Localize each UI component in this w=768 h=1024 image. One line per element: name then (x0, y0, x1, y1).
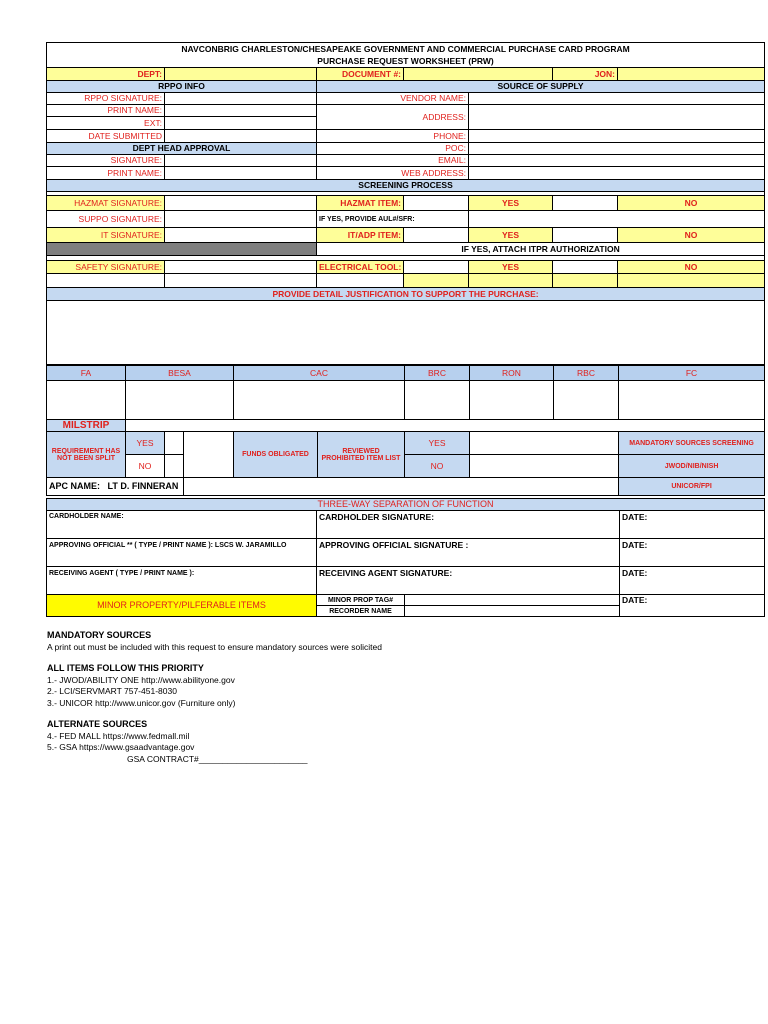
it-adp-item-field[interactable] (404, 228, 469, 243)
rppo-signature-label: RPPO SIGNATURE: (47, 93, 165, 105)
code-fc: FC (619, 366, 765, 381)
web-address-field[interactable] (469, 167, 765, 180)
electrical-tool-label: ELECTRICAL TOOL: (317, 261, 404, 274)
electrical-no-option[interactable]: NO (618, 261, 765, 274)
code-besa: BESA (126, 366, 234, 381)
footer-notes (47, 630, 382, 765)
priority-item-2: 2.- LCI/SERVMART 757-451-8030 (47, 686, 177, 696)
reviewed-yes-field[interactable] (470, 432, 619, 455)
poc-label: POC: (317, 143, 469, 155)
reviewed-no-option[interactable]: NO (405, 455, 470, 478)
electrical-yes-option[interactable]: YES (469, 261, 553, 274)
safety-signature-label: SAFETY SIGNATURE: (47, 261, 165, 274)
reviewed-no-field[interactable] (470, 455, 619, 478)
apc-name-label: APC NAME: (49, 481, 100, 491)
split-no-box[interactable] (165, 455, 184, 478)
rppo-signature-field[interactable] (165, 93, 317, 105)
split-no-option[interactable]: NO (126, 455, 165, 478)
besa-field[interactable] (126, 381, 234, 420)
it-signature-label: IT SIGNATURE: (47, 228, 165, 243)
minor-property-label: MINOR PROPERTY/PILFERABLE ITEMS (47, 595, 317, 617)
suppo-signature-field[interactable] (165, 211, 317, 228)
justification-field[interactable] (47, 301, 765, 365)
minor-property-date-label[interactable]: DATE: (620, 595, 765, 617)
mandatory-sources-screening: MANDATORY SOURCES SCREENING (619, 432, 765, 455)
dept-head-print-name-field[interactable] (165, 167, 317, 180)
brc-field[interactable] (405, 381, 470, 420)
code-cac: CAC (234, 366, 405, 381)
reviewed-prohibited-list: REVIEWED PROHIBITED ITEM LIST (318, 432, 405, 478)
web-address-label: WEB ADDRESS: (317, 167, 469, 180)
address-label: ADDRESS: (317, 105, 469, 130)
it-adp-item-label: IT/ADP ITEM: (317, 228, 404, 243)
approving-signature-label[interactable]: APPROVING OFFICIAL SIGNATURE : (317, 539, 620, 567)
form-subtitle: PURCHASE REQUEST WORKSHEET (PRW) (47, 55, 765, 68)
milstrip-label: MILSTRIP (47, 420, 126, 432)
electrical-tool-field[interactable] (404, 261, 469, 274)
poc-field[interactable] (469, 143, 765, 155)
code-fa: FA (47, 366, 126, 381)
jon-label: JON: (553, 68, 618, 81)
hazmat-no-option[interactable]: NO (618, 196, 765, 211)
split-field[interactable] (184, 432, 234, 478)
funds-obligated: FUNDS OBLIGATED (234, 432, 318, 478)
email-field[interactable] (469, 155, 765, 167)
source-of-supply-header: SOURCE OF SUPPLY (317, 81, 765, 93)
cac-field[interactable] (234, 381, 405, 420)
mandatory-sources-title: MANDATORY SOURCES (47, 630, 152, 640)
recorder-name-field[interactable] (405, 606, 620, 617)
cardholder-signature-label[interactable]: CARDHOLDER SIGNATURE: (317, 511, 620, 539)
three-way-separation (46, 498, 765, 617)
apc-name-value: LT D. FINNERAN (107, 481, 179, 491)
ext-field[interactable] (165, 117, 317, 130)
hazmat-yes-box[interactable] (553, 196, 618, 211)
phone-label: PHONE: (317, 130, 469, 143)
form-title: NAVCONBRIG CHARLESTON/CHESAPEAKE GOVERNMENT AND COMMERCIAL PURCHASE CARD PROGRAM (47, 43, 765, 55)
milstrip-field[interactable] (126, 420, 765, 432)
prw-form-top (46, 42, 765, 365)
screening-process-header: SCREENING PROCESS (47, 180, 765, 192)
dept-label: DEPT: (47, 68, 165, 81)
split-yes-box[interactable] (165, 432, 184, 455)
document-field[interactable] (404, 68, 553, 81)
hazmat-signature-label: HAZMAT SIGNATURE: (47, 196, 165, 211)
approving-official-name[interactable]: APPROVING OFFICIAL ** ( TYPE / PRINT NAME ): LSCS W. JARAMILLO (47, 539, 317, 567)
apc-field[interactable] (184, 478, 619, 496)
aul-sfr-field[interactable] (469, 211, 765, 228)
aul-sfr-label: IF YES, PROVIDE AUL#/SFR: (317, 211, 469, 228)
code-rbc: RBC (554, 366, 619, 381)
alternate-item-5: 5.- GSA https://www.gsaadvantage.gov (47, 742, 195, 752)
separation-header: THREE-WAY SEPARATION OF FUNCTION (47, 499, 765, 511)
code-ron: RON (470, 366, 554, 381)
minor-prop-tag-label: MINOR PROP TAG# (317, 595, 405, 606)
hazmat-signature-field[interactable] (165, 196, 317, 211)
priority-item-3: 3.- UNICOR http://www.unicor.gov (Furniture only) (47, 697, 236, 708)
accounting-codes (46, 365, 765, 420)
ext-label: EXT: (47, 117, 165, 130)
reviewed-yes-option[interactable]: YES (405, 432, 470, 455)
apc-name-cell (47, 478, 184, 496)
code-brc: BRC (405, 366, 470, 381)
milstrip-section (46, 419, 765, 496)
gsa-contract-field[interactable]: GSA CONTRACT#_______________________ (127, 753, 308, 764)
mandatory-sources-text: A print out must be included with this request to ensure mandatory sources were solicited (47, 641, 382, 652)
ron-field[interactable] (470, 381, 554, 420)
dept-head-print-name-label: PRINT NAME: (47, 167, 165, 180)
requirement-not-split: REQUIREMENT HAS NOT BEEN SPLIT (47, 432, 126, 478)
itpr-authorization-note: IF YES, ATTACH ITPR AUTHORIZATION (317, 243, 765, 256)
it-yes-option[interactable]: YES (469, 228, 553, 243)
date-submitted-label: DATE SUBMITTED (47, 130, 165, 143)
hazmat-item-label: HAZMAT ITEM: (317, 196, 404, 211)
receiving-agent-name-label[interactable]: RECEIVING AGENT ( TYPE / PRINT NAME ): (47, 567, 317, 595)
priority-item-1: 1.- JWOD/ABILITY ONE http://www.abilityone.gov (47, 674, 235, 685)
it-yes-box[interactable] (553, 228, 618, 243)
justification-header: PROVIDE DETAIL JUSTIFICATION TO SUPPORT THE PURCHASE: (47, 288, 765, 301)
address-field[interactable] (469, 105, 765, 130)
minor-prop-tag-field[interactable] (405, 595, 620, 606)
phone-field[interactable] (469, 130, 765, 143)
unicor-fpi-option[interactable]: UNICOR/FPI (619, 478, 765, 496)
receiving-signature-label[interactable]: RECEIVING AGENT SIGNATURE: (317, 567, 620, 595)
dept-head-signature-label: SIGNATURE: (47, 155, 165, 167)
cardholder-name-label[interactable]: CARDHOLDER NAME: (47, 511, 317, 539)
dept-head-signature-field[interactable] (165, 155, 317, 167)
suppo-signature-label: SUPPO SIGNATURE: (47, 211, 165, 228)
receiving-date-label[interactable]: DATE: (620, 567, 765, 595)
recorder-name-label: RECORDER NAME (317, 606, 405, 617)
jon-field[interactable] (618, 68, 765, 81)
document-label: DOCUMENT #: (317, 68, 404, 81)
rppo-print-name-field[interactable] (165, 105, 317, 117)
dept-head-approval-header: DEPT HEAD APPROVAL (47, 143, 317, 155)
fa-field[interactable] (47, 381, 126, 420)
date-submitted-field[interactable] (165, 130, 317, 143)
it-no-option[interactable]: NO (618, 228, 765, 243)
alternate-sources-title: ALTERNATE SOURCES (47, 719, 148, 729)
split-yes-option[interactable]: YES (126, 432, 165, 455)
it-signature-field[interactable] (165, 228, 317, 243)
electrical-yes-box[interactable] (553, 261, 618, 274)
hazmat-item-field[interactable] (404, 196, 469, 211)
dept-field[interactable] (165, 68, 317, 81)
rppo-info-header: RPPO INFO (47, 81, 317, 93)
priority-title: ALL ITEMS FOLLOW THIS PRIORITY (47, 663, 204, 673)
jwod-nib-nish-option[interactable]: JWOD/NIB/NISH (619, 455, 765, 478)
cardholder-date-label[interactable]: DATE: (620, 511, 765, 539)
rbc-field[interactable] (554, 381, 619, 420)
rppo-print-name-label: PRINT NAME: (47, 105, 165, 117)
hazmat-yes-option[interactable]: YES (469, 196, 553, 211)
safety-signature-field[interactable] (165, 261, 317, 274)
approving-date-label[interactable]: DATE: (620, 539, 765, 567)
vendor-name-field[interactable] (469, 93, 765, 105)
email-label: EMAIL: (317, 155, 469, 167)
alternate-item-4: 4.- FED MALL https://www.fedmall.mil (47, 730, 190, 741)
vendor-name-label: VENDOR NAME: (317, 93, 469, 105)
gray-divider (47, 243, 317, 256)
fc-field[interactable] (619, 381, 765, 420)
